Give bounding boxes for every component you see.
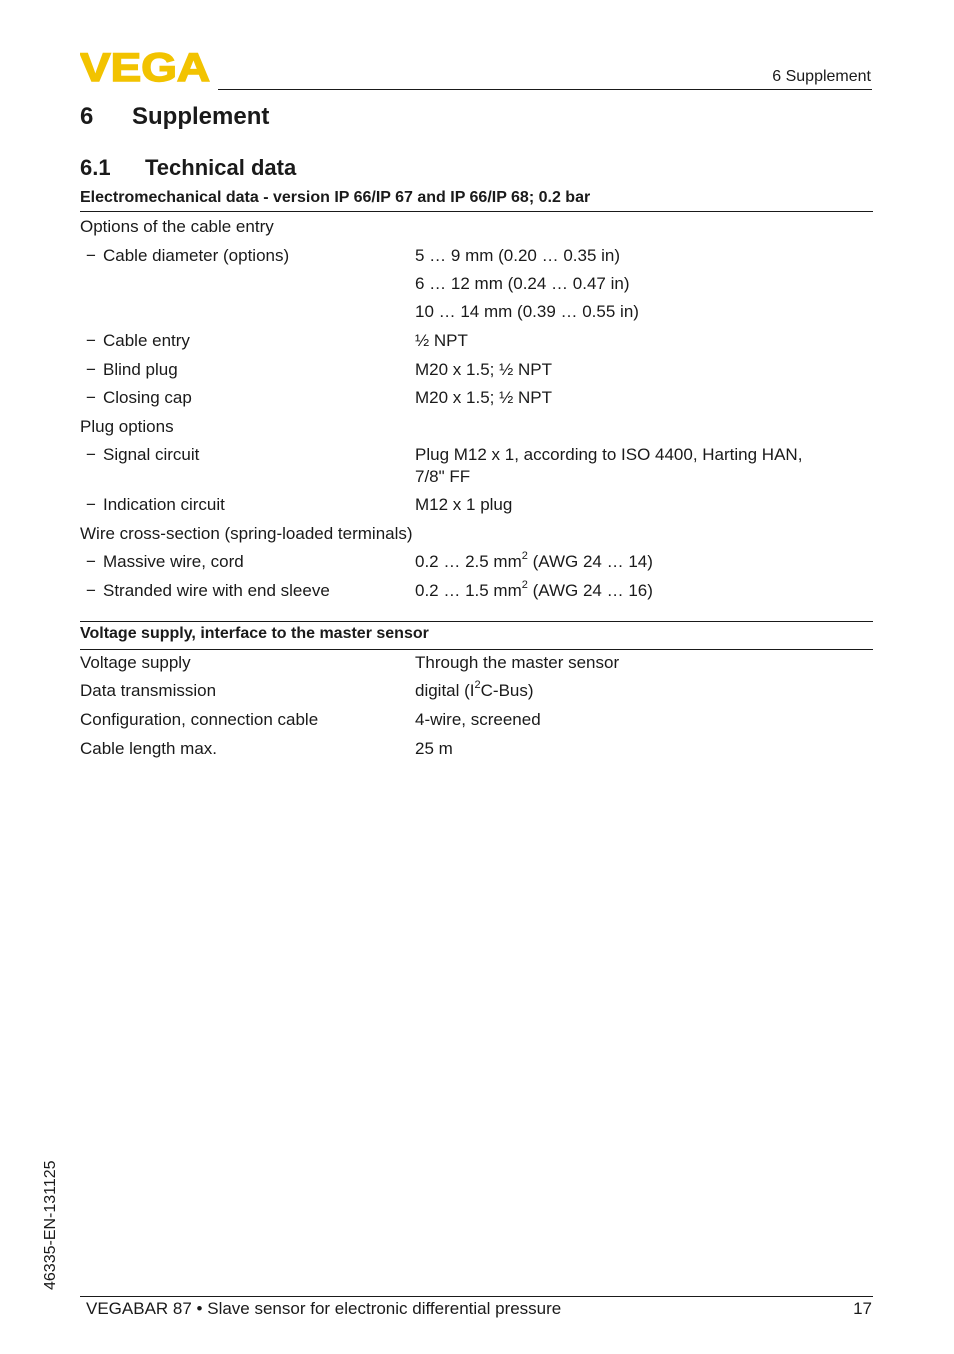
table-row <box>80 273 873 295</box>
table-row <box>80 301 873 323</box>
row-label: Configuration, connection cable <box>80 710 319 729</box>
document-id: 46335-EN-131125 <box>42 1160 59 1290</box>
row-label: Massive wire, cord <box>103 552 244 571</box>
header-rule <box>218 89 872 90</box>
dash: − <box>86 360 96 379</box>
row-label: Cable length max. <box>80 739 218 758</box>
row-value: M12 x 1 plug <box>415 495 513 514</box>
table-row <box>80 680 873 702</box>
table-row <box>80 444 873 488</box>
dash: − <box>86 552 96 571</box>
dash: − <box>86 495 96 514</box>
row-label: Closing cap <box>103 388 192 407</box>
row-label: Indication circuit <box>103 495 225 514</box>
row-value: Plug M12 x 1, according to ISO 4400, Harting HAN, <box>415 445 803 464</box>
chapter-title: Supplement <box>132 103 270 130</box>
row-value: 6 … 12 mm (0.24 … 0.47 in) <box>415 274 630 293</box>
table-row <box>80 652 873 674</box>
row-label: Data transmission <box>80 681 217 700</box>
header-section-label: 6 Supplement <box>772 68 871 85</box>
table-row <box>80 494 873 516</box>
row-label: Signal circuit <box>103 445 200 464</box>
voltage-supply-title: Voltage supply, interface to the master sensor <box>80 621 873 645</box>
electromechanical-title: Electromechanical data - version IP 66/IP 67 and IP 66/IP 68; 0.2 bar <box>80 189 591 206</box>
vega-logo <box>80 50 212 84</box>
row-value: 0.2 … 1.5 $mm^2$ (AWG 24 … 16) <box>415 579 653 600</box>
table-row <box>80 216 873 238</box>
row-label: Cable diameter (options) <box>103 246 290 265</box>
dash: − <box>86 581 96 600</box>
electromechanical-table <box>80 186 873 602</box>
row-label: Blind plug <box>103 360 178 379</box>
table-row <box>80 551 873 573</box>
section-number: 6.1 <box>80 155 111 180</box>
row-value: M20 x 1.5; ½ NPT <box>415 360 552 379</box>
row-label: Cable entry <box>103 331 190 350</box>
footer-product: VEGABAR 87 • Slave sensor for electronic differential pressure <box>86 1299 562 1318</box>
table-row <box>80 416 873 438</box>
row-value: 10 … 14 mm (0.39 … 0.55 in) <box>415 302 639 321</box>
row-value: digital $(I^2C-Bus)$ <box>415 679 534 700</box>
logo-text: VEGA <box>80 50 210 84</box>
row-value: ½ NPT <box>415 331 468 350</box>
section-title: Technical data <box>145 155 297 180</box>
table-row <box>80 523 873 545</box>
row-label: Voltage supply <box>80 653 191 672</box>
group-label: Plug options <box>80 417 174 436</box>
table-row <box>80 580 873 602</box>
row-value: 5 … 9 mm (0.20 … 0.35 in) <box>415 246 621 265</box>
dash: − <box>86 445 96 464</box>
group-label: Options of the cable entry <box>80 217 274 236</box>
title-rule <box>80 211 873 212</box>
table-row <box>80 245 873 267</box>
table-row <box>80 359 873 381</box>
section-heading <box>80 155 296 181</box>
title-rule <box>80 649 873 650</box>
footer-rule <box>80 1296 873 1297</box>
table-row <box>80 330 873 352</box>
row-value: 4-wire, screened <box>415 710 541 729</box>
row-value: 0.2 … 2.5 $mm^2$ (AWG 24 … 14) <box>415 550 653 571</box>
page-number: 17 <box>853 1299 872 1318</box>
chapter-number: 6 <box>80 103 94 130</box>
dash: − <box>86 388 96 407</box>
dash: − <box>86 246 96 265</box>
row-label: Stranded wire with end sleeve <box>103 581 330 600</box>
chapter-heading <box>80 103 269 131</box>
table-row <box>80 738 873 760</box>
row-value: 25 m <box>415 739 453 758</box>
row-value: M20 x 1.5; ½ NPT <box>415 388 552 407</box>
dash: − <box>86 331 96 350</box>
voltage-supply-table <box>80 621 873 760</box>
row-value: Through the master sensor <box>415 653 620 672</box>
row-value: 7/8" FF <box>415 467 471 486</box>
table-row <box>80 387 873 409</box>
table-row <box>80 709 873 731</box>
group-label: Wire cross-section (spring-loaded terminals) <box>80 524 413 543</box>
